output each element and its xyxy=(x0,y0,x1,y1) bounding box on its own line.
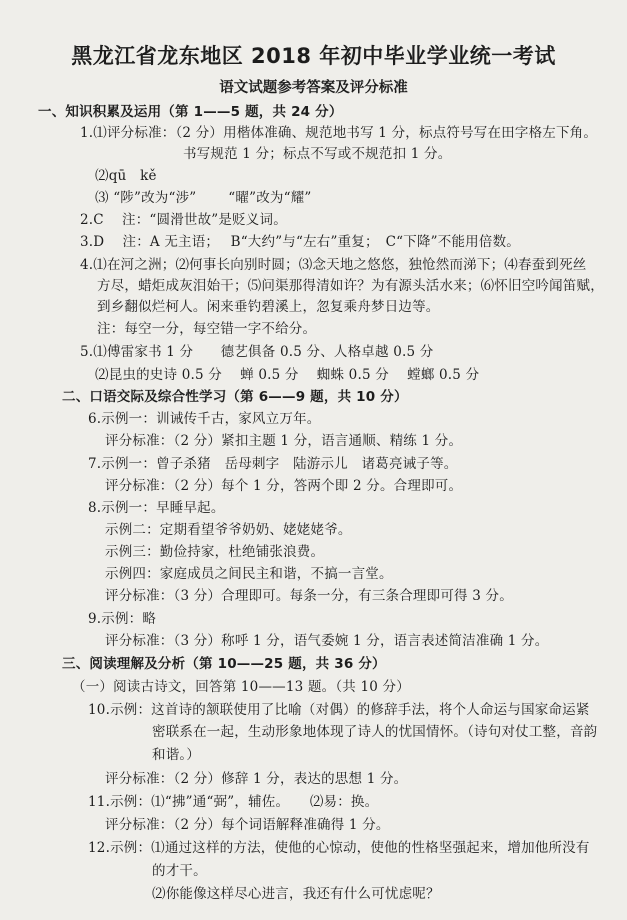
answer-line: 评分标准：（2 分）每个 1 分，答两个即 2 分。合理即可。 xyxy=(105,478,463,494)
answer-line: 书写规范 1 分；标点不写或不规范扣 1 分。 xyxy=(183,146,452,162)
answer-line: 评分标准：（2 分）紧扣主题 1 分，语言通顺、精练 1 分。 xyxy=(105,433,463,449)
section-heading-1: 一、知识积累及运用（第 1——5 题，共 24 分） xyxy=(38,104,343,120)
page-subtitle: 语文试题参考答案及评分标准 xyxy=(219,80,408,96)
answer-line: 9.示例：略 xyxy=(88,611,157,627)
answer-line: ⑵昆虫的史诗 0.5 分 蝉 0.5 分 蜘蛛 0.5 分 螳螂 0.5 分 xyxy=(95,367,480,383)
answer-line: 11.示例：⑴“拂”通“弼”，辅佐。 ⑵易：换。 xyxy=(88,794,379,810)
answer-line: 到乡翻似烂柯人。闲来垂钓碧溪上，忽复乘舟梦日边等。 xyxy=(97,299,440,315)
answer-line: 2.C 注：“圆滑世故”是贬义词。 xyxy=(80,212,287,228)
answer-line: 评分标准：（2 分）每个词语解释准确得 1 分。 xyxy=(105,817,390,833)
section-heading-3: 三、阅读理解及分析（第 10——25 题，共 36 分） xyxy=(62,656,386,672)
answer-line: 1.⑴评分标准：（2 分）用楷体准确、规范地书写 1 分，标点符号写在田字格左下角。 xyxy=(80,125,598,141)
answer-line: ⑵qū kě xyxy=(95,168,157,184)
section-heading-2: 二、口语交际及综合性学习（第 6——9 题，共 10 分） xyxy=(62,389,408,405)
answer-line: 示例三：勤俭持家，杜绝铺张浪费。 xyxy=(105,544,325,560)
answer-line: 3.D 注：A 无主语； B“大约”与“左右”重复； C“下降”不能用倍数。 xyxy=(80,234,520,250)
answer-line: 密联系在一起，生动形象地体现了诗人的忧国情怀。（诗句对仗工整，音韵 xyxy=(152,724,598,740)
answer-line: 评分标准：（2 分）修辞 1 分，表达的思想 1 分。 xyxy=(105,771,408,787)
answer-line: ⑵你能像这样尽心进言，我还有什么可忧虑呢？ xyxy=(152,886,440,902)
answer-line: ⑶ “陟”改为“涉” “曜”改为“耀” xyxy=(95,190,312,206)
answer-line: 评分标准：（3 分）称呼 1 分，语气委婉 1 分，语言表述简洁准确 1 分。 xyxy=(105,633,549,649)
answer-line: 4.⑴在河之洲；⑵何事长向别时圆；⑶念天地之悠悠，独怆然而涕下；⑷春蚕到死丝 xyxy=(80,257,587,273)
answer-line: 的才干。 xyxy=(152,863,207,879)
answer-line: 5.⑴傅雷家书 1 分 德艺俱备 0.5 分、人格卓越 0.5 分 xyxy=(80,344,434,360)
answer-line: 注：每空一分，每空错一字不给分。 xyxy=(97,321,317,337)
answer-line: 评分标准：（3 分）合理即可。每条一分，有三条合理即可得 3 分。 xyxy=(105,588,513,604)
answer-line: 示例四：家庭成员之间民主和谐，不搞一言堂。 xyxy=(105,566,393,582)
answer-line: 和谐。） xyxy=(152,747,201,763)
answer-line: 10.示例：这首诗的颔联使用了比喻（对偶）的修辞手法，将个人命运与国家命运紧 xyxy=(88,702,590,718)
answer-line: 6.示例一：训诫传千古，家风立万年。 xyxy=(88,411,321,427)
answer-line: 12.示例：⑴通过这样的方法，使他的心惊动，使他的性格坚强起来，增加他所没有 xyxy=(88,840,590,856)
page-title: 黑龙江省龙东地区 2018 年初中毕业学业统一考试 xyxy=(71,44,556,68)
answer-line: （一）阅读古诗文，回答第 10——13 题。（共 10 分） xyxy=(72,679,410,695)
answer-line: 7.示例一：曾子杀猪 岳母刺字 陆游示儿 诸葛亮诫子等。 xyxy=(88,456,458,472)
answer-line: 示例二：定期看望爷爷奶奶、姥姥姥爷。 xyxy=(105,522,352,538)
answer-line: 方尽，蜡炬成灰泪始干；⑸问渠那得清如许？为有源头活水来；⑹怀旧空吟闻笛赋， xyxy=(97,278,604,294)
answer-line: 8.示例一：早睡早起。 xyxy=(88,500,225,516)
